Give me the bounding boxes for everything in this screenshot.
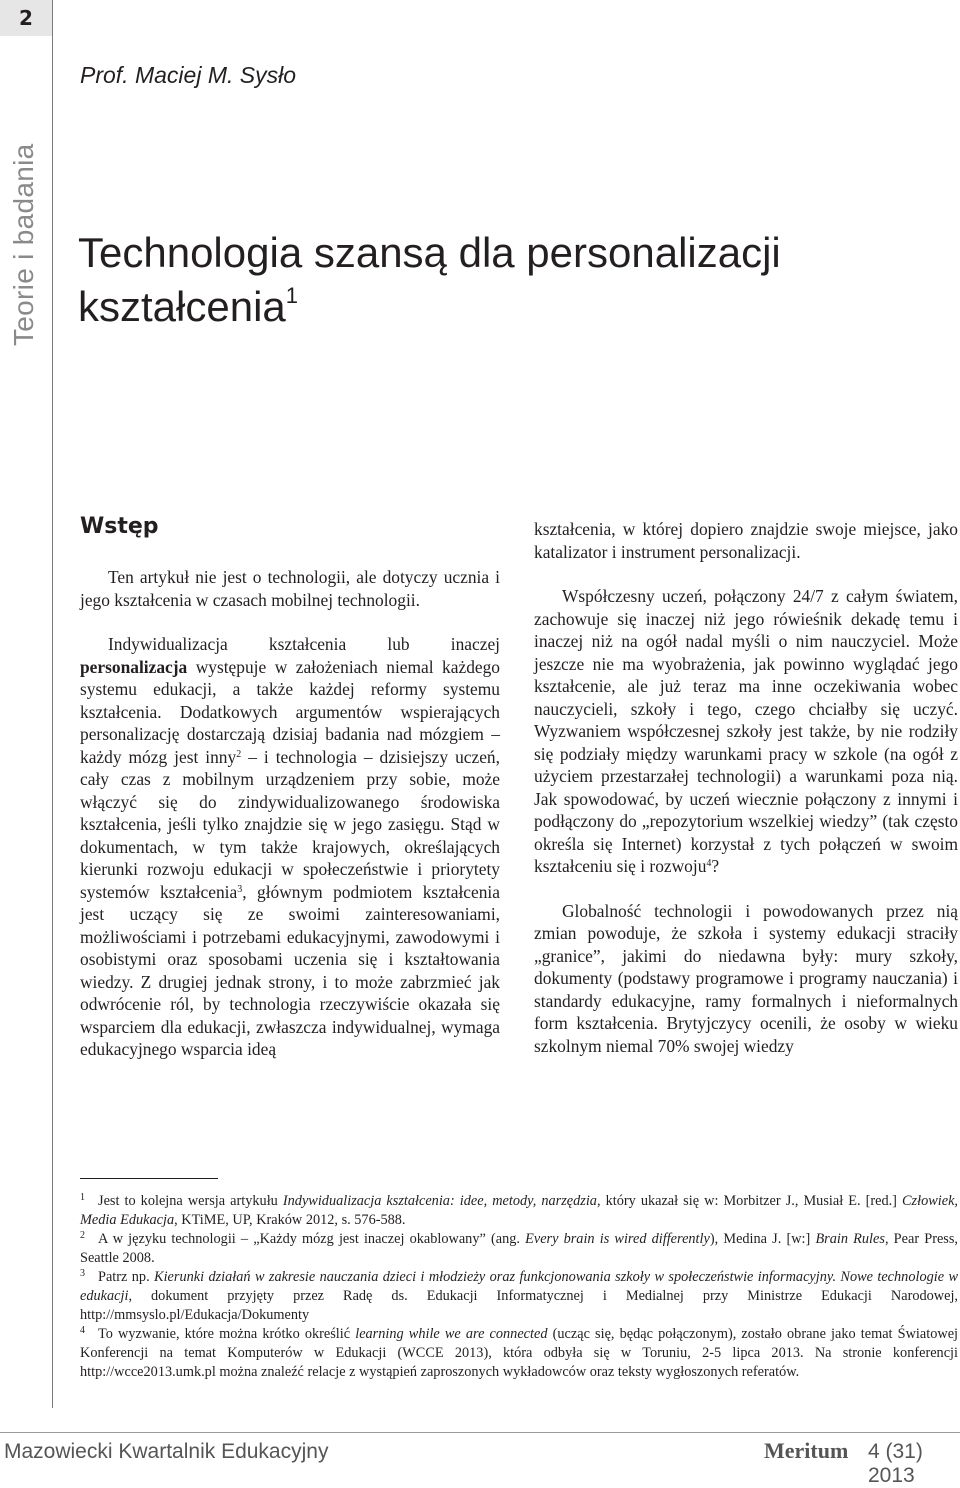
footnote-2: 2 A w języku technologii – „Każdy mózg jest inaczej okablowany” (ang. Every brain is wired differently), Medina J. [w:] Brain Rules, Pear Press, Seattle 2008. [80, 1230, 959, 1266]
left-column [80, 566, 500, 1061]
margin-divider [52, 0, 53, 1408]
footnote-3: 3 Patrz np. Kierunki działań w zakresie nauczania dzieci i młodzieży oraz funkcjonowania szkoły w społeczeństwie informacyjny. Nowe technologie w edukacji, dokument przyjęty przez Radę ds. Edukacji Informatycznej i Medialnej przy Ministrze Edukacji Narodowej, http://mmsyslo.pl/Edukacja/Dokumenty [80, 1268, 958, 1323]
title-footnote-ref[interactable]: 1 [285, 283, 299, 308]
paragraph: Współczesny uczeń, połączony 24/7 z całym światem, zachowuje się inaczej niż jego rówieśnik dekadę temu i inaczej niż na ogół nadal myśli o nim nauczyciel. Może jeszcze nie ma wyobrażenia, jak powinno wyglądać jego kształcenie, ale już teraz ma inne oczekiwania wobec nauczycieli, szkoły i tego, czego chciałby się uczyć. Wyzwaniem współczesnej szkoły jest także, by nie rodziły się podziały między warunkami pracy w szkole (na ogół z użyciem przestarzałej technologii) a warunkami poza nią. Jak spowodować, by uczeń wiecznie połączony z innymi i podłączony do „repozytorium wszelkiej wiedzy” (tak często określa się Internet) korzystał z tych połączeń w swoim kształceniu się i rozwoju$^4$? [534, 586, 958, 876]
paragraph: Ten artykuł nie jest o technologii, ale dotyczy ucznia i jego kształcenia w czasach mobilnej technologii. [80, 567, 500, 610]
footnote-ref[interactable]: 2 [236, 748, 242, 760]
title-line-2: kształcenia [78, 283, 286, 330]
brand-logo: Meritum [764, 1438, 849, 1463]
author: Prof. Maciej M. Sysło [80, 62, 296, 88]
paragraph: kształcenia, w której dopiero znajdzie swoje miejsce, jako katalizator i instrument personalizacji. [534, 519, 958, 562]
footnote-4: 4 To wyzwanie, które można krótko określić learning while we are connected (ucząc się, będąc połączonym), zostało obrane jako temat Światowej Konferencji na temat Komputerów w Edukacji (WCCE 2013), która odbyła się w Toruniu, 2-5 lipca 2013. Na stronie konferencji http://wcce2013.umk.pl można znaleźć relacje z wystąpień zaproszonych wykładowców oraz teksty wygłoszonych referatów. [80, 1325, 959, 1380]
footnote-ref[interactable]: 3 [237, 883, 243, 895]
footer-rule [0, 1432, 960, 1433]
paragraph: Globalność technologii i powodowanych przez nią zmian powoduje, że szkoła i systemy edukacji straciły „granice”, jakimi do niedawna były: mury szkoły, dokumenty (podstawy programowe i programy nauczania) i standardy edukacyjne, ramy formalnych i nieformalnych form kształcenia. Brytyjczycy ocenili, że osoby w wieku szkolnym niemal 70% swojej wiedzy [534, 900, 958, 1056]
journal-name: Mazowiecki Kwartalnik Edukacyjny [4, 1440, 329, 1463]
article-title [78, 226, 948, 334]
footnote-rule [80, 1178, 218, 1179]
footnote-1: 1 Jest to kolejna wersja artykułu Indywidualizacja kształcenia: idee, metody, narzędzia, który ukazał się w: Morbitzer J., Musiał E. [red.] Człowiek, Media Edukacja, KTiME, UP, Kraków 2012, s. 576-588. [80, 1192, 959, 1228]
emphasis: personalizacja [80, 656, 188, 677]
title-line-1: Technologia szansą dla personalizacji [78, 229, 781, 276]
section-heading: Wstęp [80, 514, 159, 539]
issue-number: 4 (31) 2013 [868, 1440, 923, 1487]
paragraph: Indywidualizacja kształcenia lub inaczej personalizacja występuje w założeniach niemal każdego systemu edukacji, a także każdej reformy systemu kształcenia. Dodatkowych argumentów wspierających personalizację dostarczają dzisiaj badania nad mózgiem – każdy mózg jest inny$^2$ – i technologia – dzisiejszy uczeń, cały czas z mobilnym urządzeniem przy sobie, może włączyć się do zindywidualizowanego środowiska kształcenia, jeśli tylko znajdzie się w jego zasięgu. Stąd w dokumentach, w tym także krajowych, określających kierunki rozwoju edukacji w społeczeństwie i priorytety systemów kształcenia$^3$, głównym podmiotem kształcenia jest uczący się ze swoimi zainteresowaniami, możliwościami i potrzebami edukacyjnymi, zawodowymi i osobistymi oraz sposobami uczenia się i kształtowania wiedzy. Z drugiej jednak strony, i to może zabrzmieć jak odwrócenie ról, by technologia rzeczywiście okazała się wsparciem dla edukacji, zwłaszcza indywidualnej, wymaga edukacyjnego wsparcia ideą [80, 634, 500, 1059]
right-column [534, 518, 958, 1057]
footnote-ref[interactable]: 4 [706, 858, 712, 869]
page-number: 2 [0, 0, 52, 36]
footnotes [80, 1192, 958, 1382]
section-label: Teorie i badania [8, 143, 39, 346]
